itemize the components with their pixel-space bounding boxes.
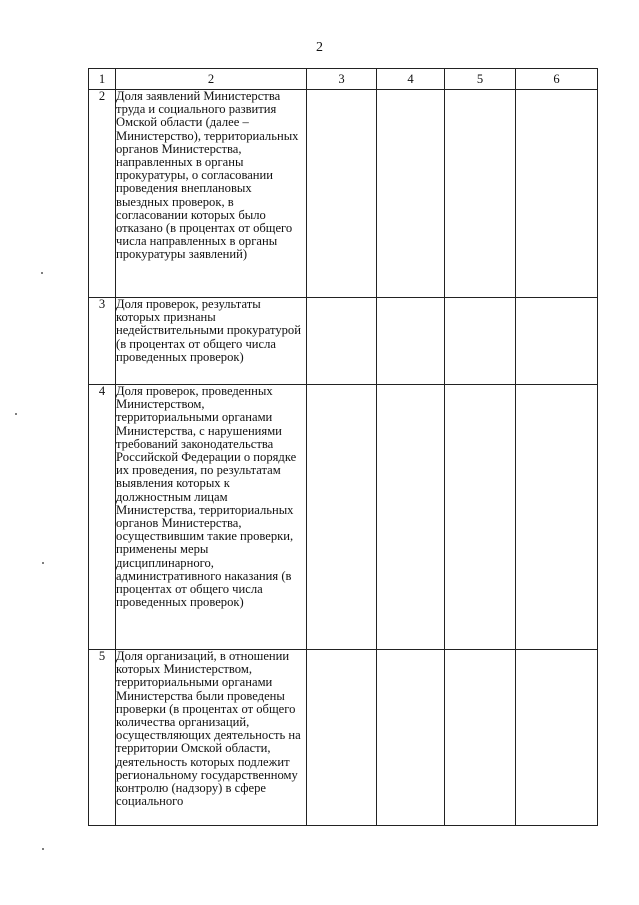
column-header-6: 6 <box>516 69 598 90</box>
row-number: 4 <box>89 385 116 650</box>
empty-cell <box>445 298 516 385</box>
empty-cell <box>377 90 445 298</box>
empty-cell <box>516 298 598 385</box>
table-header-row <box>89 69 598 90</box>
empty-cell <box>516 90 598 298</box>
column-header-3: 3 <box>307 69 377 90</box>
indicator-text: Доля организаций, в отношении которых Министерством, территориальными органами Министерства были проведены проверки (в процентах от общего количества организаций, осуществляющих деятельность на территории Омской области, деятельность которых подлежит региональному государственному контролю (надзору) в сфере социального <box>116 650 307 826</box>
column-header-1: 1 <box>89 69 116 90</box>
scan-speck <box>15 413 17 415</box>
indicator-text: Доля проверок, проведенных Министерством, территориальными органами Министерства, с нарушениями требований законодательства Российской Федерации о порядке их проведения, по результатам выявления которых к должностным лицам Министерства, территориальных органов Министерства, осуществившим такие проверки, применены меры дисциплинарного, административного наказания (в процентах от общего числа проведенных проверок) <box>116 385 307 650</box>
indicator-text: Доля заявлений Министерства труда и социального развития Омской области (далее – Министерство), территориальных органов Министерства, направленных в органы прокуратуры, о согласовании проведения внеплановых выездных проверок, в согласовании которых было отказано (в процентах от общего числа направленных в органы прокуратуры заявлений) <box>116 90 307 298</box>
empty-cell <box>516 385 598 650</box>
column-header-5: 5 <box>445 69 516 90</box>
page-number: 2 <box>316 40 323 55</box>
empty-cell <box>307 90 377 298</box>
table-row <box>89 90 598 298</box>
empty-cell <box>377 298 445 385</box>
table-row <box>89 650 598 826</box>
indicator-text: Доля проверок, результаты которых признаны недействительными прокуратурой (в процентах от общего числа проведенных проверок) <box>116 298 307 385</box>
empty-cell <box>445 90 516 298</box>
empty-cell <box>377 650 445 826</box>
table-row <box>89 298 598 385</box>
empty-cell <box>377 385 445 650</box>
empty-cell <box>516 650 598 826</box>
scan-speck <box>42 562 44 564</box>
column-header-2: 2 <box>116 69 307 90</box>
scan-speck <box>42 848 44 850</box>
scan-speck <box>41 272 43 274</box>
empty-cell <box>307 298 377 385</box>
table-row <box>89 385 598 650</box>
empty-cell <box>307 650 377 826</box>
row-number: 3 <box>89 298 116 385</box>
empty-cell <box>445 385 516 650</box>
empty-cell <box>445 650 516 826</box>
indicators-table <box>88 68 598 826</box>
row-number: 2 <box>89 90 116 298</box>
empty-cell <box>307 385 377 650</box>
row-number: 5 <box>89 650 116 826</box>
column-header-4: 4 <box>377 69 445 90</box>
